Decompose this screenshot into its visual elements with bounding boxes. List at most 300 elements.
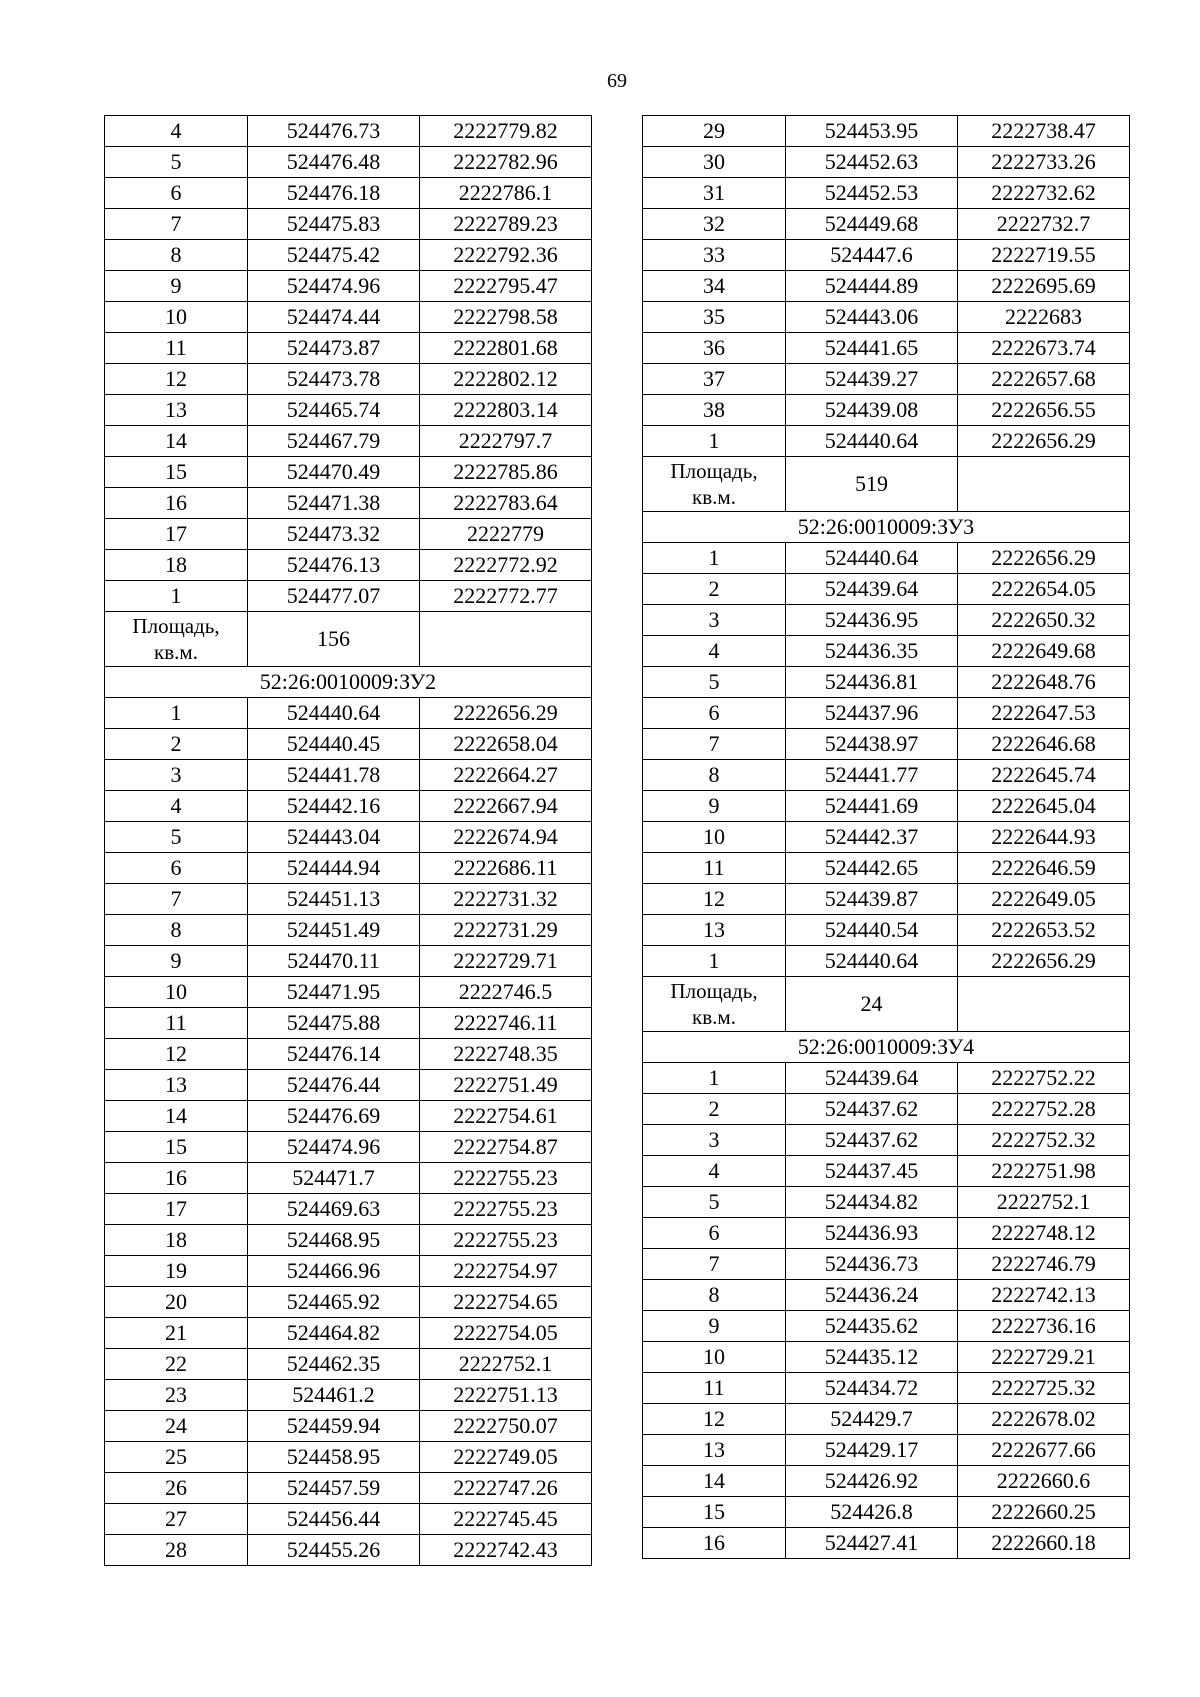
y-coordinate-cell: 2222754.65 <box>420 1287 592 1318</box>
table-row <box>105 1194 592 1225</box>
x-coordinate-cell: 524444.94 <box>248 853 420 884</box>
y-coordinate-cell: 2222645.74 <box>958 760 1130 791</box>
y-coordinate-cell: 2222656.29 <box>958 543 1130 574</box>
table-row <box>643 1094 1130 1125</box>
y-coordinate-cell: 2222644.93 <box>958 822 1130 853</box>
table-row <box>643 1342 1130 1373</box>
x-coordinate-cell: 524436.95 <box>786 605 958 636</box>
table-row <box>643 1063 1130 1094</box>
table-row <box>105 240 592 271</box>
table-row <box>643 333 1130 364</box>
point-number-cell: 16 <box>105 1163 248 1194</box>
x-coordinate-cell: 524475.88 <box>248 1008 420 1039</box>
area-label-cell <box>643 977 786 1032</box>
x-coordinate-cell: 524453.95 <box>786 116 958 147</box>
point-number-cell: 10 <box>643 822 786 853</box>
point-number-cell: 1 <box>643 946 786 977</box>
point-number-cell: 12 <box>643 884 786 915</box>
x-coordinate-cell: 524476.13 <box>248 550 420 581</box>
table-row <box>643 116 1130 147</box>
x-coordinate-cell: 524474.96 <box>248 271 420 302</box>
y-coordinate-cell: 2222677.66 <box>958 1435 1130 1466</box>
point-number-cell: 8 <box>643 760 786 791</box>
cadastral-number-cell: 52:26:0010009:ЗУ2 <box>105 667 592 698</box>
y-coordinate-cell: 2222673.74 <box>958 333 1130 364</box>
table-row <box>105 333 592 364</box>
table-row <box>105 271 592 302</box>
x-coordinate-cell: 524426.92 <box>786 1466 958 1497</box>
y-coordinate-cell: 2222731.32 <box>420 884 592 915</box>
x-coordinate-cell: 524443.06 <box>786 302 958 333</box>
table-row <box>643 605 1130 636</box>
y-coordinate-cell: 2222795.47 <box>420 271 592 302</box>
x-coordinate-cell: 524473.32 <box>248 519 420 550</box>
x-coordinate-cell: 524441.65 <box>786 333 958 364</box>
x-coordinate-cell: 524437.45 <box>786 1156 958 1187</box>
point-number-cell: 30 <box>643 147 786 178</box>
point-number-cell: 7 <box>643 1249 786 1280</box>
y-coordinate-cell: 2222678.02 <box>958 1404 1130 1435</box>
table-row <box>105 884 592 915</box>
y-coordinate-cell: 2222646.68 <box>958 729 1130 760</box>
table-row <box>643 574 1130 605</box>
y-coordinate-cell: 2222752.28 <box>958 1094 1130 1125</box>
x-coordinate-cell: 524436.81 <box>786 667 958 698</box>
point-number-cell: 5 <box>643 1187 786 1218</box>
point-number-cell: 14 <box>105 426 248 457</box>
x-coordinate-cell: 524474.96 <box>248 1132 420 1163</box>
x-coordinate-cell: 524440.64 <box>786 543 958 574</box>
table-row <box>105 946 592 977</box>
x-coordinate-cell: 524442.65 <box>786 853 958 884</box>
y-coordinate-cell: 2222752.1 <box>958 1187 1130 1218</box>
table-row <box>643 884 1130 915</box>
y-coordinate-cell: 2222779.82 <box>420 116 592 147</box>
point-number-cell: 15 <box>105 1132 248 1163</box>
y-coordinate-cell: 2222656.29 <box>420 698 592 729</box>
point-number-cell: 28 <box>105 1535 248 1566</box>
table-row <box>643 1187 1130 1218</box>
area-value-cell: 519 <box>786 457 958 512</box>
point-number-cell: 4 <box>105 791 248 822</box>
table-row <box>105 178 592 209</box>
point-number-cell: 1 <box>643 1063 786 1094</box>
x-coordinate-cell: 524427.41 <box>786 1528 958 1559</box>
area-label-line1: Площадь, <box>670 459 758 483</box>
x-coordinate-cell: 524436.35 <box>786 636 958 667</box>
x-coordinate-cell: 524435.12 <box>786 1342 958 1373</box>
point-number-cell: 32 <box>643 209 786 240</box>
x-coordinate-cell: 524429.7 <box>786 1404 958 1435</box>
area-label-line2: кв.м. <box>692 1005 736 1029</box>
table-row <box>105 519 592 550</box>
y-coordinate-cell: 2222695.69 <box>958 271 1130 302</box>
x-coordinate-cell: 524452.53 <box>786 178 958 209</box>
y-coordinate-cell: 2222745.45 <box>420 1504 592 1535</box>
table-row <box>643 240 1130 271</box>
x-coordinate-cell: 524426.8 <box>786 1497 958 1528</box>
point-number-cell: 14 <box>105 1101 248 1132</box>
y-coordinate-cell: 2222667.94 <box>420 791 592 822</box>
point-number-cell: 16 <box>643 1528 786 1559</box>
y-coordinate-cell: 2222789.23 <box>420 209 592 240</box>
point-number-cell: 20 <box>105 1287 248 1318</box>
table-row <box>105 116 592 147</box>
x-coordinate-cell: 524441.69 <box>786 791 958 822</box>
table-row <box>643 1156 1130 1187</box>
y-coordinate-cell: 2222660.18 <box>958 1528 1130 1559</box>
y-coordinate-cell: 2222729.21 <box>958 1342 1130 1373</box>
y-coordinate-cell: 2222733.26 <box>958 147 1130 178</box>
x-coordinate-cell: 524434.72 <box>786 1373 958 1404</box>
point-number-cell: 6 <box>643 1218 786 1249</box>
point-number-cell: 3 <box>643 1125 786 1156</box>
x-coordinate-cell: 524437.62 <box>786 1125 958 1156</box>
x-coordinate-cell: 524456.44 <box>248 1504 420 1535</box>
x-coordinate-cell: 524474.44 <box>248 302 420 333</box>
y-coordinate-cell: 2222656.55 <box>958 395 1130 426</box>
y-coordinate-cell: 2222656.29 <box>958 946 1130 977</box>
table-row <box>643 209 1130 240</box>
point-number-cell: 9 <box>105 271 248 302</box>
point-number-cell: 5 <box>105 822 248 853</box>
y-coordinate-cell: 2222660.25 <box>958 1497 1130 1528</box>
y-coordinate-cell: 2222738.47 <box>958 116 1130 147</box>
x-coordinate-cell: 524443.04 <box>248 822 420 853</box>
x-coordinate-cell: 524440.45 <box>248 729 420 760</box>
area-row <box>105 612 592 667</box>
point-number-cell: 16 <box>105 488 248 519</box>
x-coordinate-cell: 524473.87 <box>248 333 420 364</box>
point-number-cell: 11 <box>643 1373 786 1404</box>
table-row <box>643 760 1130 791</box>
point-number-cell: 13 <box>105 395 248 426</box>
area-label-cell <box>105 612 248 667</box>
point-number-cell: 13 <box>643 915 786 946</box>
table-row <box>105 1163 592 1194</box>
y-coordinate-cell: 2222798.58 <box>420 302 592 333</box>
point-number-cell: 13 <box>105 1070 248 1101</box>
area-label-line1: Площадь, <box>670 979 758 1003</box>
section-header-row <box>643 512 1130 543</box>
y-coordinate-cell: 2222742.13 <box>958 1280 1130 1311</box>
y-coordinate-cell: 2222653.52 <box>958 915 1130 946</box>
table-row <box>105 488 592 519</box>
area-label-line1: Площадь, <box>132 614 220 638</box>
table-row <box>105 1411 592 1442</box>
point-number-cell: 4 <box>643 636 786 667</box>
table-row <box>643 791 1130 822</box>
table-row <box>105 1535 592 1566</box>
table-row <box>643 1435 1130 1466</box>
y-coordinate-cell: 2222752.32 <box>958 1125 1130 1156</box>
y-coordinate-cell: 2222754.61 <box>420 1101 592 1132</box>
y-coordinate-cell: 2222664.27 <box>420 760 592 791</box>
x-coordinate-cell: 524442.16 <box>248 791 420 822</box>
table-row <box>643 302 1130 333</box>
table-row <box>105 1380 592 1411</box>
x-coordinate-cell: 524469.63 <box>248 1194 420 1225</box>
point-number-cell: 8 <box>643 1280 786 1311</box>
y-coordinate-cell: 2222657.68 <box>958 364 1130 395</box>
point-number-cell: 3 <box>105 760 248 791</box>
x-coordinate-cell: 524436.73 <box>786 1249 958 1280</box>
x-coordinate-cell: 524476.73 <box>248 116 420 147</box>
table-row <box>105 729 592 760</box>
table-row <box>105 395 592 426</box>
table-row <box>643 1373 1130 1404</box>
table-row <box>105 1504 592 1535</box>
point-number-cell: 18 <box>105 1225 248 1256</box>
y-coordinate-cell: 2222746.5 <box>420 977 592 1008</box>
y-coordinate-cell: 2222649.68 <box>958 636 1130 667</box>
y-coordinate-cell: 2222801.68 <box>420 333 592 364</box>
y-coordinate-cell: 2222748.35 <box>420 1039 592 1070</box>
table-row <box>643 1466 1130 1497</box>
x-coordinate-cell: 524461.2 <box>248 1380 420 1411</box>
y-coordinate-cell: 2222648.76 <box>958 667 1130 698</box>
coordinates-table-left <box>104 115 592 1566</box>
y-coordinate-cell: 2222802.12 <box>420 364 592 395</box>
point-number-cell: 5 <box>643 667 786 698</box>
y-coordinate-cell: 2222658.04 <box>420 729 592 760</box>
table-row <box>105 1256 592 1287</box>
point-number-cell: 10 <box>643 1342 786 1373</box>
table-row <box>105 977 592 1008</box>
point-number-cell: 22 <box>105 1349 248 1380</box>
x-coordinate-cell: 524451.13 <box>248 884 420 915</box>
table-row <box>643 271 1130 302</box>
table-row <box>105 302 592 333</box>
x-coordinate-cell: 524440.64 <box>248 698 420 729</box>
table-row <box>105 1132 592 1163</box>
y-coordinate-cell: 2222779 <box>420 519 592 550</box>
point-number-cell: 2 <box>105 729 248 760</box>
x-coordinate-cell: 524436.24 <box>786 1280 958 1311</box>
point-number-cell: 23 <box>105 1380 248 1411</box>
page-number: 69 <box>607 70 627 92</box>
point-number-cell: 4 <box>105 116 248 147</box>
y-coordinate-cell: 2222645.04 <box>958 791 1130 822</box>
y-coordinate-cell: 2222752.1 <box>420 1349 592 1380</box>
y-coordinate-cell: 2222772.92 <box>420 550 592 581</box>
y-coordinate-cell: 2222786.1 <box>420 178 592 209</box>
x-coordinate-cell: 524473.78 <box>248 364 420 395</box>
y-coordinate-cell: 2222731.29 <box>420 915 592 946</box>
empty-cell <box>958 977 1130 1032</box>
y-coordinate-cell: 2222783.64 <box>420 488 592 519</box>
x-coordinate-cell: 524444.89 <box>786 271 958 302</box>
x-coordinate-cell: 524441.78 <box>248 760 420 791</box>
point-number-cell: 5 <box>105 147 248 178</box>
point-number-cell: 6 <box>105 178 248 209</box>
area-value-cell: 24 <box>786 977 958 1032</box>
point-number-cell: 18 <box>105 550 248 581</box>
y-coordinate-cell: 2222732.62 <box>958 178 1130 209</box>
y-coordinate-cell: 2222674.94 <box>420 822 592 853</box>
x-coordinate-cell: 524439.08 <box>786 395 958 426</box>
table-row <box>105 1287 592 1318</box>
section-header-row <box>105 667 592 698</box>
y-coordinate-cell: 2222749.05 <box>420 1442 592 1473</box>
table-row <box>105 760 592 791</box>
y-coordinate-cell: 2222649.05 <box>958 884 1130 915</box>
x-coordinate-cell: 524476.14 <box>248 1039 420 1070</box>
x-coordinate-cell: 524457.59 <box>248 1473 420 1504</box>
table-row <box>643 1280 1130 1311</box>
y-coordinate-cell: 2222654.05 <box>958 574 1130 605</box>
point-number-cell: 6 <box>105 853 248 884</box>
x-coordinate-cell: 524462.35 <box>248 1349 420 1380</box>
point-number-cell: 9 <box>643 791 786 822</box>
x-coordinate-cell: 524441.77 <box>786 760 958 791</box>
point-number-cell: 15 <box>643 1497 786 1528</box>
y-coordinate-cell: 2222660.6 <box>958 1466 1130 1497</box>
y-coordinate-cell: 2222772.77 <box>420 581 592 612</box>
point-number-cell: 9 <box>105 946 248 977</box>
table-row <box>105 1349 592 1380</box>
x-coordinate-cell: 524471.38 <box>248 488 420 519</box>
table-row <box>105 1039 592 1070</box>
x-coordinate-cell: 524475.42 <box>248 240 420 271</box>
table-row <box>643 395 1130 426</box>
x-coordinate-cell: 524437.96 <box>786 698 958 729</box>
point-number-cell: 7 <box>105 884 248 915</box>
x-coordinate-cell: 524435.62 <box>786 1311 958 1342</box>
y-coordinate-cell: 2222747.26 <box>420 1473 592 1504</box>
y-coordinate-cell: 2222650.32 <box>958 605 1130 636</box>
table-row <box>643 729 1130 760</box>
table-row <box>105 1008 592 1039</box>
table-row <box>643 1125 1130 1156</box>
table-row <box>105 822 592 853</box>
point-number-cell: 17 <box>105 1194 248 1225</box>
y-coordinate-cell: 2222746.11 <box>420 1008 592 1039</box>
point-number-cell: 36 <box>643 333 786 364</box>
point-number-cell: 1 <box>105 698 248 729</box>
x-coordinate-cell: 524452.63 <box>786 147 958 178</box>
y-coordinate-cell: 2222729.71 <box>420 946 592 977</box>
area-row <box>643 457 1130 512</box>
point-number-cell: 2 <box>643 1094 786 1125</box>
table-row <box>643 667 1130 698</box>
y-coordinate-cell: 2222647.53 <box>958 698 1130 729</box>
cadastral-number-cell: 52:26:0010009:ЗУ3 <box>643 512 1130 543</box>
table-row <box>643 1528 1130 1559</box>
point-number-cell: 12 <box>105 364 248 395</box>
y-coordinate-cell: 2222751.13 <box>420 1380 592 1411</box>
x-coordinate-cell: 524475.83 <box>248 209 420 240</box>
point-number-cell: 8 <box>105 915 248 946</box>
table-row <box>105 791 592 822</box>
y-coordinate-cell: 2222686.11 <box>420 853 592 884</box>
point-number-cell: 7 <box>643 729 786 760</box>
y-coordinate-cell: 2222754.05 <box>420 1318 592 1349</box>
x-coordinate-cell: 524440.54 <box>786 915 958 946</box>
table-row <box>643 822 1130 853</box>
table-row <box>643 364 1130 395</box>
y-coordinate-cell: 2222754.97 <box>420 1256 592 1287</box>
table-row <box>643 543 1130 574</box>
x-coordinate-cell: 524437.62 <box>786 1094 958 1125</box>
table-row <box>643 1218 1130 1249</box>
point-number-cell: 14 <box>643 1466 786 1497</box>
point-number-cell: 34 <box>643 271 786 302</box>
table-row <box>105 1225 592 1256</box>
table-row <box>105 1442 592 1473</box>
x-coordinate-cell: 524439.27 <box>786 364 958 395</box>
table-row <box>643 698 1130 729</box>
y-coordinate-cell: 2222725.32 <box>958 1373 1130 1404</box>
area-row <box>643 977 1130 1032</box>
point-number-cell: 38 <box>643 395 786 426</box>
table-row <box>643 1497 1130 1528</box>
table-row <box>643 426 1130 457</box>
x-coordinate-cell: 524476.69 <box>248 1101 420 1132</box>
point-number-cell: 2 <box>643 574 786 605</box>
x-coordinate-cell: 524467.79 <box>248 426 420 457</box>
y-coordinate-cell: 2222736.16 <box>958 1311 1130 1342</box>
point-number-cell: 37 <box>643 364 786 395</box>
point-number-cell: 31 <box>643 178 786 209</box>
coordinates-table-right <box>642 115 1130 1559</box>
x-coordinate-cell: 524438.97 <box>786 729 958 760</box>
empty-cell <box>420 612 592 667</box>
table-row <box>105 1318 592 1349</box>
table-row <box>105 1070 592 1101</box>
table-row <box>105 147 592 178</box>
y-coordinate-cell: 2222792.36 <box>420 240 592 271</box>
x-coordinate-cell: 524470.49 <box>248 457 420 488</box>
y-coordinate-cell: 2222742.43 <box>420 1535 592 1566</box>
x-coordinate-cell: 524465.92 <box>248 1287 420 1318</box>
table-row <box>643 1311 1130 1342</box>
point-number-cell: 12 <box>643 1404 786 1435</box>
table-row <box>643 1404 1130 1435</box>
point-number-cell: 7 <box>105 209 248 240</box>
point-number-cell: 10 <box>105 977 248 1008</box>
table-row <box>643 915 1130 946</box>
area-value-cell: 156 <box>248 612 420 667</box>
table-row <box>105 457 592 488</box>
x-coordinate-cell: 524449.68 <box>786 209 958 240</box>
point-number-cell: 6 <box>643 698 786 729</box>
x-coordinate-cell: 524476.18 <box>248 178 420 209</box>
point-number-cell: 24 <box>105 1411 248 1442</box>
y-coordinate-cell: 2222646.59 <box>958 853 1130 884</box>
x-coordinate-cell: 524440.64 <box>786 426 958 457</box>
y-coordinate-cell: 2222755.23 <box>420 1163 592 1194</box>
x-coordinate-cell: 524465.74 <box>248 395 420 426</box>
point-number-cell: 13 <box>643 1435 786 1466</box>
y-coordinate-cell: 2222751.49 <box>420 1070 592 1101</box>
x-coordinate-cell: 524458.95 <box>248 1442 420 1473</box>
point-number-cell: 1 <box>105 581 248 612</box>
table-row <box>105 915 592 946</box>
table-row <box>643 178 1130 209</box>
y-coordinate-cell: 2222719.55 <box>958 240 1130 271</box>
point-number-cell: 9 <box>643 1311 786 1342</box>
x-coordinate-cell: 524434.82 <box>786 1187 958 1218</box>
point-number-cell: 26 <box>105 1473 248 1504</box>
table-row <box>105 581 592 612</box>
point-number-cell: 21 <box>105 1318 248 1349</box>
x-coordinate-cell: 524447.6 <box>786 240 958 271</box>
y-coordinate-cell: 2222750.07 <box>420 1411 592 1442</box>
table-row <box>105 364 592 395</box>
x-coordinate-cell: 524442.37 <box>786 822 958 853</box>
area-label-cell <box>643 457 786 512</box>
